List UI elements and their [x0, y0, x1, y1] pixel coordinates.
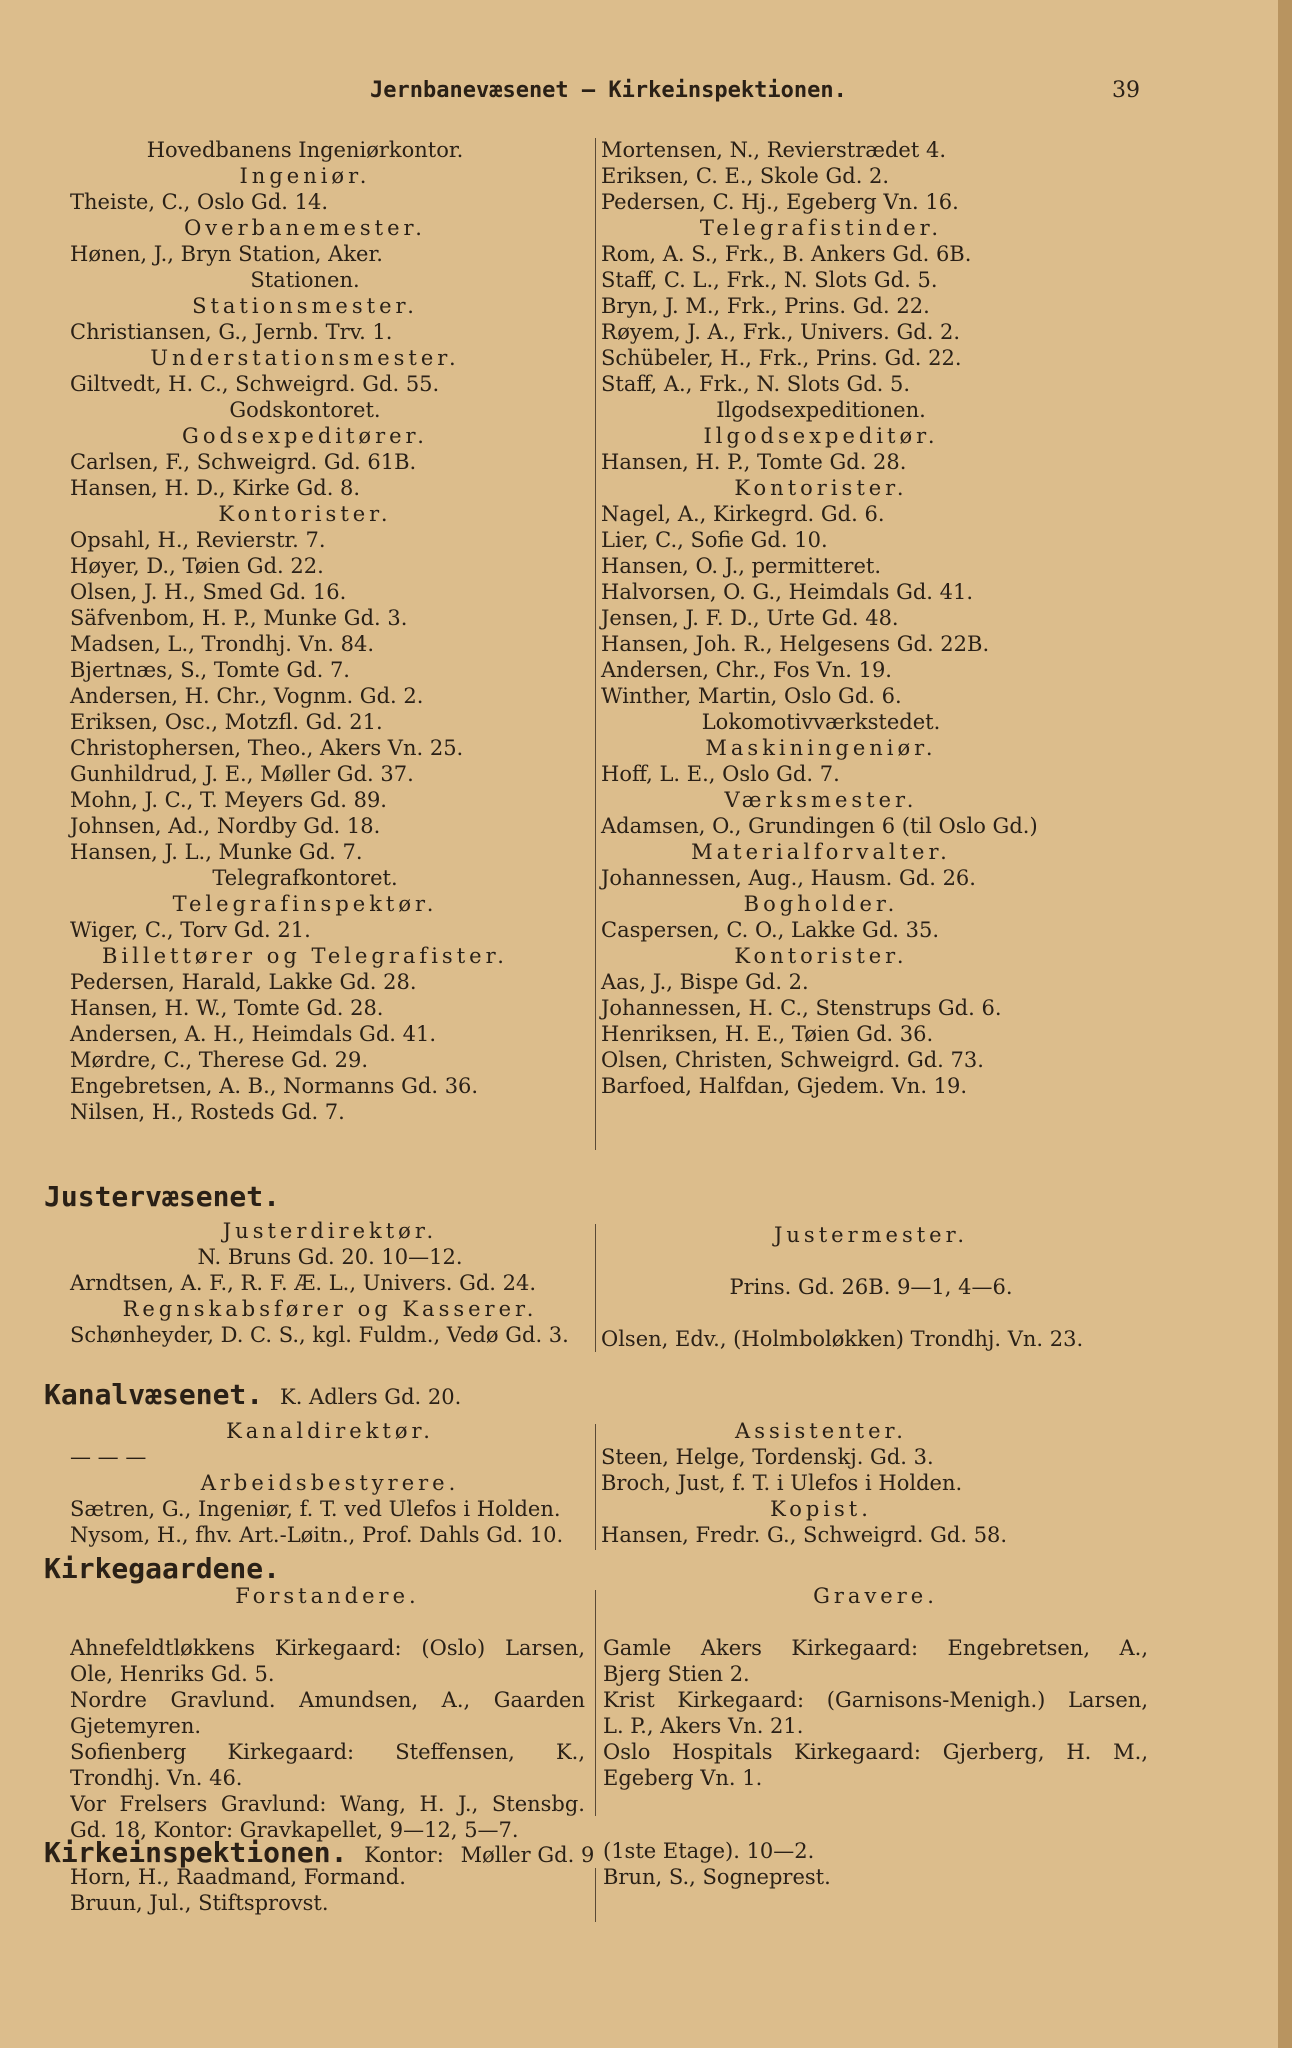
entry-line: Olsen, Christen, Schweigrd. Gd. 73. [601, 1048, 984, 1072]
column-rule [595, 1224, 596, 1352]
section-title-text: Kanalvæsenet. [44, 1378, 264, 1411]
entry-line: Eriksen, C. E., Skole Gd. 2. [601, 164, 890, 188]
entry-line: Ahnefeldtløkkens Kirkegaard: (Oslo) Larsen, [70, 1636, 585, 1660]
entry-line: Johannessen, Aug., Hausm. Gd. 26. [601, 866, 976, 890]
entry-line: Sofienberg Kirkegaard: Steffensen, K., [70, 1740, 585, 1764]
entry-line: Schønheyder, D. C. S., kgl. Fuldm., Vedø Gd. 3. [70, 1323, 569, 1347]
entry-line: Nordre Gravlund. Amundsen, A., Gaarden [70, 1688, 585, 1712]
entry-heading: Stationsmester. [192, 294, 418, 318]
entry-line: L. P., Akers Vn. 21. [603, 1714, 804, 1738]
entry-line: Jensen, J. F. D., Urte Gd. 48. [601, 606, 899, 630]
section-title-justervaesenet [44, 1180, 280, 1213]
entry-heading: Materialforvalter. [691, 840, 951, 864]
running-title: Jernbanevæsenet — Kirkeinspektionen. [370, 78, 847, 103]
kirkeinspektionen-right-column [603, 1864, 1043, 1890]
kirke-address-cont: (1ste Etage). 10—2. [603, 1839, 815, 1863]
kirke-address-continued [603, 1838, 1003, 1864]
kanalvaesenet-left-column [70, 1418, 590, 1548]
entry-line: Ole, Henriks Gd. 5. [70, 1662, 275, 1686]
entry-line: Gd. 18, Kontor: Gravkapellet, 9—12, 5—7. [70, 1818, 519, 1842]
entry-line: Madsen, L., Trondhj. Vn. 84. [70, 632, 374, 656]
entry-line: Egeberg Vn. 1. [603, 1766, 763, 1790]
entry-line: Nilsen, H., Rosteds Gd. 7. [70, 1100, 345, 1124]
entry-line: Schübeler, H., Frk., Prins. Gd. 22. [601, 346, 962, 370]
entry-line: Steen, Helge, Tordenskj. Gd. 3. [601, 1445, 934, 1469]
section-title-text: Kirkeinspektionen. [44, 1836, 348, 1869]
entry-heading: Ilgodsexpeditør. [703, 424, 939, 448]
entry-line: Hoff, L. E., Oslo Gd. 7. [601, 762, 840, 786]
entry-line: Barfoed, Halfdan, Gjedem. Vn. 19. [601, 1074, 968, 1098]
entry-line [601, 1300, 1141, 1326]
entry-heading: Understationsmester. [150, 346, 460, 370]
entry-line: Pedersen, C. Hj., Egeberg Vn. 16. [601, 190, 959, 214]
entry-line [603, 1609, 1148, 1635]
jernbane-left-column [70, 138, 540, 1126]
entry-line: Nagel, A., Kirkegrd. Gd. 6. [601, 502, 885, 526]
entry-line: Opsahl, H., Revierstr. 7. [70, 528, 326, 552]
entry-heading: Justerdirektør. [222, 1219, 438, 1243]
entry-line: Lier, C., Sofie Gd. 10. [601, 528, 828, 552]
justervaesenet-right-column [601, 1196, 1141, 1352]
entry-line: Trondhj. Vn. 46. [70, 1766, 243, 1790]
entry-heading: Godskontoret. [229, 398, 381, 422]
entry-heading: Kopist. [770, 1497, 872, 1521]
entry-line: Krist Kirkegaard: (Garnisons-Menigh.) Larsen, [603, 1688, 1148, 1712]
entry-line: Christophersen, Theo., Akers Vn. 25. [70, 736, 464, 760]
entry-line: Hansen, H. W., Tomte Gd. 28. [70, 996, 384, 1020]
entry-heading: Ingeniør. [239, 164, 371, 188]
entry-line: Giltvedt, H. C., Schweigrd. Gd. 55. [70, 372, 440, 396]
column-rule [595, 1424, 596, 1550]
section-title-text: Justervæsenet. [44, 1180, 281, 1213]
entry-heading: Hovedbanens Ingeniørkontor. [146, 138, 464, 162]
entry-heading: Gravere. [813, 1584, 938, 1608]
page-number: 39 [1112, 78, 1140, 103]
kirkeinspektionen-left-column [70, 1864, 590, 1916]
entry-line: Gunhildrud, J. E., Møller Gd. 37. [70, 762, 414, 786]
entry-line: Johannessen, H. C., Stenstrups Gd. 6. [601, 996, 1002, 1020]
kirkegaardene-right-column [603, 1583, 1148, 1791]
justervaesenet-left-column [70, 1218, 590, 1348]
entry-heading: Billettører og Telegrafister. [102, 944, 508, 968]
entry-line: Mortensen, N., Revierstrædet 4. [601, 138, 947, 162]
entry-line: Bjertnæs, S., Tomte Gd. 7. [70, 658, 350, 682]
entry-line: Hansen, O. J., permitteret. [601, 554, 882, 578]
entry-line [70, 1609, 585, 1635]
entry-line: Mørdre, C., Therese Gd. 29. [70, 1048, 369, 1072]
entry-line: Gamle Akers Kirkegaard: Engebretsen, A., [603, 1636, 1148, 1660]
entry-heading: Kanaldirektør. [226, 1419, 434, 1443]
kirke-address: Møller Gd. 9 [460, 1843, 595, 1867]
entry-line: Hansen, H. P., Tomte Gd. 28. [601, 450, 907, 474]
entry-heading: Regnskabsfører og Kasserer. [122, 1297, 538, 1321]
entry-line: Hansen, Fredr. G., Schweigrd. Gd. 58. [601, 1523, 1008, 1547]
section-title-text: Kirkegaardene. [44, 1552, 281, 1585]
entry-line: Henriksen, H. E., Tøien Gd. 36. [601, 1022, 934, 1046]
entry-heading: Godsexpeditører. [182, 424, 428, 448]
entry-heading: Lokomotivværkstedet. [701, 710, 941, 734]
entry-heading: Telegrafistinder. [699, 216, 943, 240]
kanal-address: K. Adlers Gd. 20. [280, 1385, 462, 1409]
entry-line: Brun, S., Sogneprest. [603, 1865, 831, 1889]
entry-line: Säfvenbom, H. P., Munke Gd. 3. [70, 606, 408, 630]
page-edge [1278, 0, 1292, 2048]
entry-line: Mohn, J. C., T. Meyers Gd. 89. [70, 788, 387, 812]
kanalvaesenet-right-column [601, 1418, 1041, 1548]
entry-line: Sætren, G., Ingeniør, f. T. ved Ulefos i Holden. [70, 1497, 561, 1521]
entry-line: Olsen, J. H., Smed Gd. 16. [70, 580, 347, 604]
jernbane-right-column [601, 138, 1041, 1100]
entry-line: Nysom, H., fhv. Art.-Løitn., Prof. Dahls Gd. 10. [70, 1523, 564, 1547]
entry-line: Staff, C. L., Frk., N. Slots Gd. 5. [601, 268, 938, 292]
entry-heading: Overbanemester. [184, 216, 426, 240]
entry-heading: Maskiningeniør. [705, 736, 937, 760]
entry-line: Caspersen, C. O., Lakke Gd. 35. [601, 918, 940, 942]
entry-line: Staff, A., Frk., N. Slots Gd. 5. [601, 372, 911, 396]
entry-line: Hansen, J. L., Munke Gd. 7. [70, 840, 363, 864]
entry-line: Carlsen, F., Schweigrd. Gd. 61B. [70, 450, 417, 474]
entry-line: Theiste, C., Oslo Gd. 14. [70, 190, 329, 214]
column-rule [595, 1590, 596, 1816]
entry-line: Olsen, Edv., (Holmboløkken) Trondhj. Vn. 23. [601, 1327, 1084, 1351]
entry-line: Christiansen, G., Jernb. Trv. 1. [70, 320, 393, 344]
entry-line: Aas, J., Bispe Gd. 2. [601, 970, 809, 994]
entry-line: Eriksen, Osc., Motzfl. Gd. 21. [70, 710, 383, 734]
running-head [0, 78, 1292, 114]
section-title-kanalvaesenet [44, 1378, 461, 1411]
entry-heading: Kontorister. [218, 502, 392, 526]
entry-line: Arndtsen, A. F., R. F. Æ. L., Univers. Gd. 24. [70, 1271, 537, 1295]
entry-line: Hansen, H. D., Kirke Gd. 8. [70, 476, 361, 500]
entry-line: Høyer, D., Tøien Gd. 22. [70, 554, 324, 578]
entry-line: Winther, Martin, Oslo Gd. 6. [601, 684, 902, 708]
entry-line: Engebretsen, A. B., Normanns Gd. 36. [70, 1074, 479, 1098]
entry-line: Røyem, J. A., Frk., Univers. Gd. 2. [601, 320, 961, 344]
entry-line: Andersen, H. Chr., Vognm. Gd. 2. [70, 684, 424, 708]
column-rule [595, 138, 596, 1150]
section-title-kirkegaardene [44, 1552, 280, 1585]
entry-line: Andersen, Chr., Fos Vn. 19. [601, 658, 892, 682]
entry-line: Wiger, C., Torv Gd. 21. [70, 918, 311, 942]
entry-heading: Ilgodsexpeditionen. [716, 398, 926, 422]
entry-heading: Justermester. [773, 1223, 969, 1247]
entry-heading: Arbeidsbestyrere. [200, 1471, 460, 1495]
kirke-office-label: Kontor: [364, 1843, 444, 1867]
entry-line: Bryn, J. M., Frk., Prins. Gd. 22. [601, 294, 930, 318]
entry-line: Andersen, A. H., Heimdals Gd. 41. [70, 1022, 437, 1046]
entry-heading: Prins. Gd. 26B. 9—1, 4—6. [729, 1275, 1013, 1299]
entry-line: Rom, A. S., Frk., B. Ankers Gd. 6B. [601, 242, 972, 266]
entry-line: Halvorsen, O. G., Heimdals Gd. 41. [601, 580, 974, 604]
entry-heading: N. Bruns Gd. 20. 10—12. [197, 1245, 463, 1269]
entry-heading: Værksmester. [724, 788, 918, 812]
entry-line [601, 1248, 1141, 1274]
entry-line: Bjerg Stien 2. [603, 1662, 750, 1686]
entry-heading: Telegrafinspektør. [172, 892, 438, 916]
entry-line: Broch, Just, f. T. i Ulefos i Holden. [601, 1471, 963, 1495]
entry-line: Oslo Hospitals Kirkegaard: Gjerberg, H. M., [603, 1740, 1148, 1764]
entry-heading: Bogholder. [743, 892, 899, 916]
entry-heading: Assistenter. [735, 1419, 907, 1443]
entry-line: Adamsen, O., Grundingen 6 (til Oslo Gd.) [601, 814, 1038, 838]
entry-heading: Stationen. [250, 268, 360, 292]
entry-heading: Forstandere. [235, 1584, 420, 1608]
entry-heading: Kontorister. [734, 476, 908, 500]
entry-line: Hønen, J., Bryn Station, Aker. [70, 242, 383, 266]
entry-line: Bruun, Jul., Stiftsprovst. [70, 1891, 329, 1915]
entry-line: Gjetemyren. [70, 1714, 202, 1738]
kirkegaardene-left-column [70, 1583, 585, 1843]
entry-heading: Telegrafkontoret. [212, 866, 398, 890]
entry-line: Pedersen, Harald, Lakke Gd. 28. [70, 970, 417, 994]
entry-heading: Kontorister. [734, 944, 908, 968]
entry-line [601, 1196, 1141, 1222]
entry-line: Horn, H., Raadmand, Formand. [70, 1865, 406, 1889]
entry-line: — — — [70, 1445, 147, 1469]
entry-line: Vor Frelsers Gravlund: Wang, H. J., Stensbg. [70, 1792, 585, 1816]
entry-line: Johnsen, Ad., Nordby Gd. 18. [70, 814, 381, 838]
entry-line: Hansen, Joh. R., Helgesens Gd. 22B. [601, 632, 990, 656]
column-rule [595, 1868, 596, 1922]
